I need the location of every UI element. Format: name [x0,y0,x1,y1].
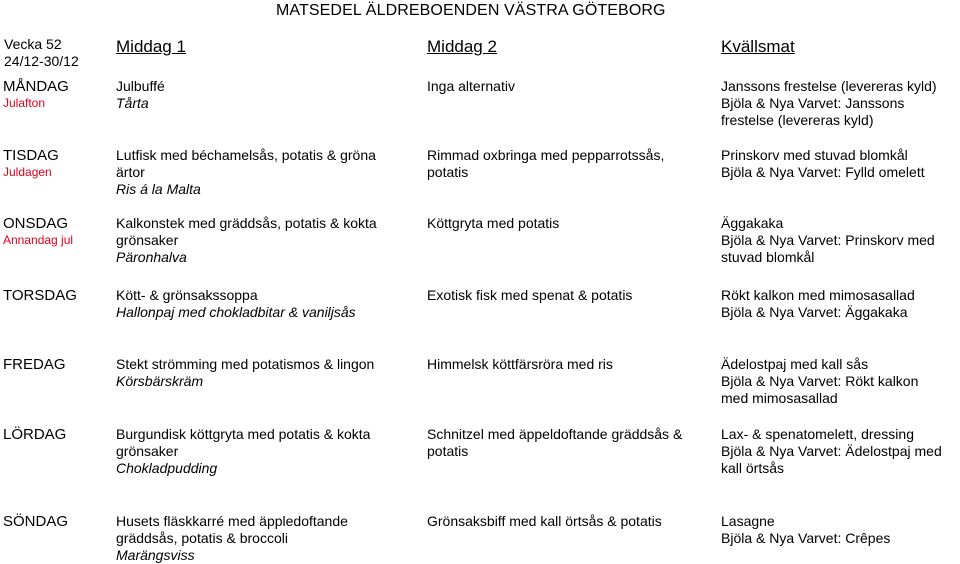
middag-1-cell [116,147,411,198]
middag-1-cell [116,78,411,112]
evening-dish-bjola: Bjöla & Nya Varvet: Rökt kalkon med mimosasallad [721,373,919,406]
week-label: Vecka 52 [4,36,62,52]
alternative-dish: Schnitzel med äppeldoftande gräddsås & potatis [427,426,683,459]
middag-2-cell [427,356,705,373]
dessert: Marängsviss [116,547,195,563]
middag-2-cell [427,78,705,95]
middag-1-cell [116,215,411,266]
evening-dish-bjola: Bjöla & Nya Varvet: Prinskorv med stuvad blomkål [721,232,935,265]
evening-dish-bjola: Bjöla & Nya Varvet: Fylld omelett [721,164,925,180]
kvallsmat-cell [721,215,959,266]
evening-dish: Janssons frestelse (levereras kyld) [721,78,937,94]
middag-2-cell [427,426,705,460]
dessert: Ris á la Malta [116,181,201,197]
main-dish: Kalkonstek med gräddsås, potatis & kokta grönsaker [116,215,377,248]
dessert: Chokladpudding [116,460,218,476]
evening-dish: Lax- & spenatomelett, dressing [721,426,914,442]
evening-dish-bjola: Bjöla & Nya Varvet: Janssons frestelse (levereras kyld) [721,95,905,128]
evening-dish: Ädelostpaj med kall sås [721,356,869,372]
day-cell [3,78,69,112]
day-cell [3,287,77,304]
day-cell [3,513,68,530]
kvallsmat-cell [721,513,959,547]
dessert: Hallonpaj med chokladbitar & vaniljsås [116,304,356,320]
main-dish: Stekt strömming med potatismos & lingon [116,356,375,372]
main-dish: Husets fläskkarré med äppledoftande gräddsås, potatis & broccoli [116,513,348,546]
middag-1-cell [116,356,411,390]
day-cell [3,215,73,249]
kvallsmat-cell [721,426,959,477]
evening-dish: Äggakaka [721,215,784,231]
day-cell [3,356,66,373]
middag-1-cell [116,426,411,477]
middag-1-cell [116,513,411,564]
main-dish: Lutfisk med béchamelsås, potatis & gröna ärtor [116,147,376,180]
header-kvallsmat: Kvällsmat [721,37,795,56]
week-dates: 24/12-30/12 [4,53,79,69]
header-middag-1: Middag 1 [116,37,186,56]
evening-dish-bjola: Bjöla & Nya Varvet: Äggakaka [721,304,908,320]
evening-dish-bjola: Bjöla & Nya Varvet: Crêpes [721,530,891,546]
alternative-dish: Himmelsk köttfärsröra med ris [427,356,613,372]
main-dish: Kött- & grönsakssoppa [116,287,258,303]
day-cell [3,147,59,181]
dessert: Körsbärskräm [116,373,204,389]
kvallsmat-cell [721,78,959,129]
evening-dish: Prinskorv med stuvad blomkål [721,147,908,163]
day-cell [3,426,66,443]
middag-1-cell [116,287,411,321]
alternative-dish: Köttgryta med potatis [427,215,560,231]
middag-2-cell [427,147,705,181]
day-name: LÖRDAG [3,426,67,443]
day-name: TORSDAG [3,287,77,304]
alternative-dish: Exotisk fisk med spenat & potatis [427,287,633,303]
evening-dish: Lasagne [721,513,775,529]
day-name: ONSDAG [3,215,69,232]
evening-dish-bjola: Bjöla & Nya Varvet: Ädelostpaj med kall örtsås [721,443,942,476]
holiday-label: Julafton [3,96,46,110]
dessert: Tårta [116,95,149,111]
main-dish: Burgundisk köttgryta med potatis & kokta grönsaker [116,426,371,459]
day-name: FREDAG [3,356,66,373]
alternative-dish: Inga alternativ [427,78,515,94]
day-name: TISDAG [3,147,59,164]
middag-2-cell [427,513,705,530]
day-name: MÅNDAG [3,78,69,95]
holiday-label: Juldagen [3,165,52,179]
day-name: SÖNDAG [3,513,69,530]
kvallsmat-cell [721,356,959,407]
dessert: Päronhalva [116,249,187,265]
header-middag-2: Middag 2 [427,37,497,56]
page-title: MATSEDEL ÄLDREBOENDEN VÄSTRA GÖTEBORG [276,2,666,19]
middag-2-cell [427,287,705,304]
kvallsmat-cell [721,147,959,181]
holiday-label: Annandag jul [3,233,74,247]
week-info [4,36,79,70]
evening-dish: Rökt kalkon med mimosasallad [721,287,915,303]
kvallsmat-cell [721,287,959,321]
main-dish: Julbuffé [116,78,165,94]
alternative-dish: Rimmad oxbringa med pepparrotssås, potatis [427,147,665,180]
alternative-dish: Grönsaksbiff med kall örtsås & potatis [427,513,662,529]
middag-2-cell [427,215,705,232]
